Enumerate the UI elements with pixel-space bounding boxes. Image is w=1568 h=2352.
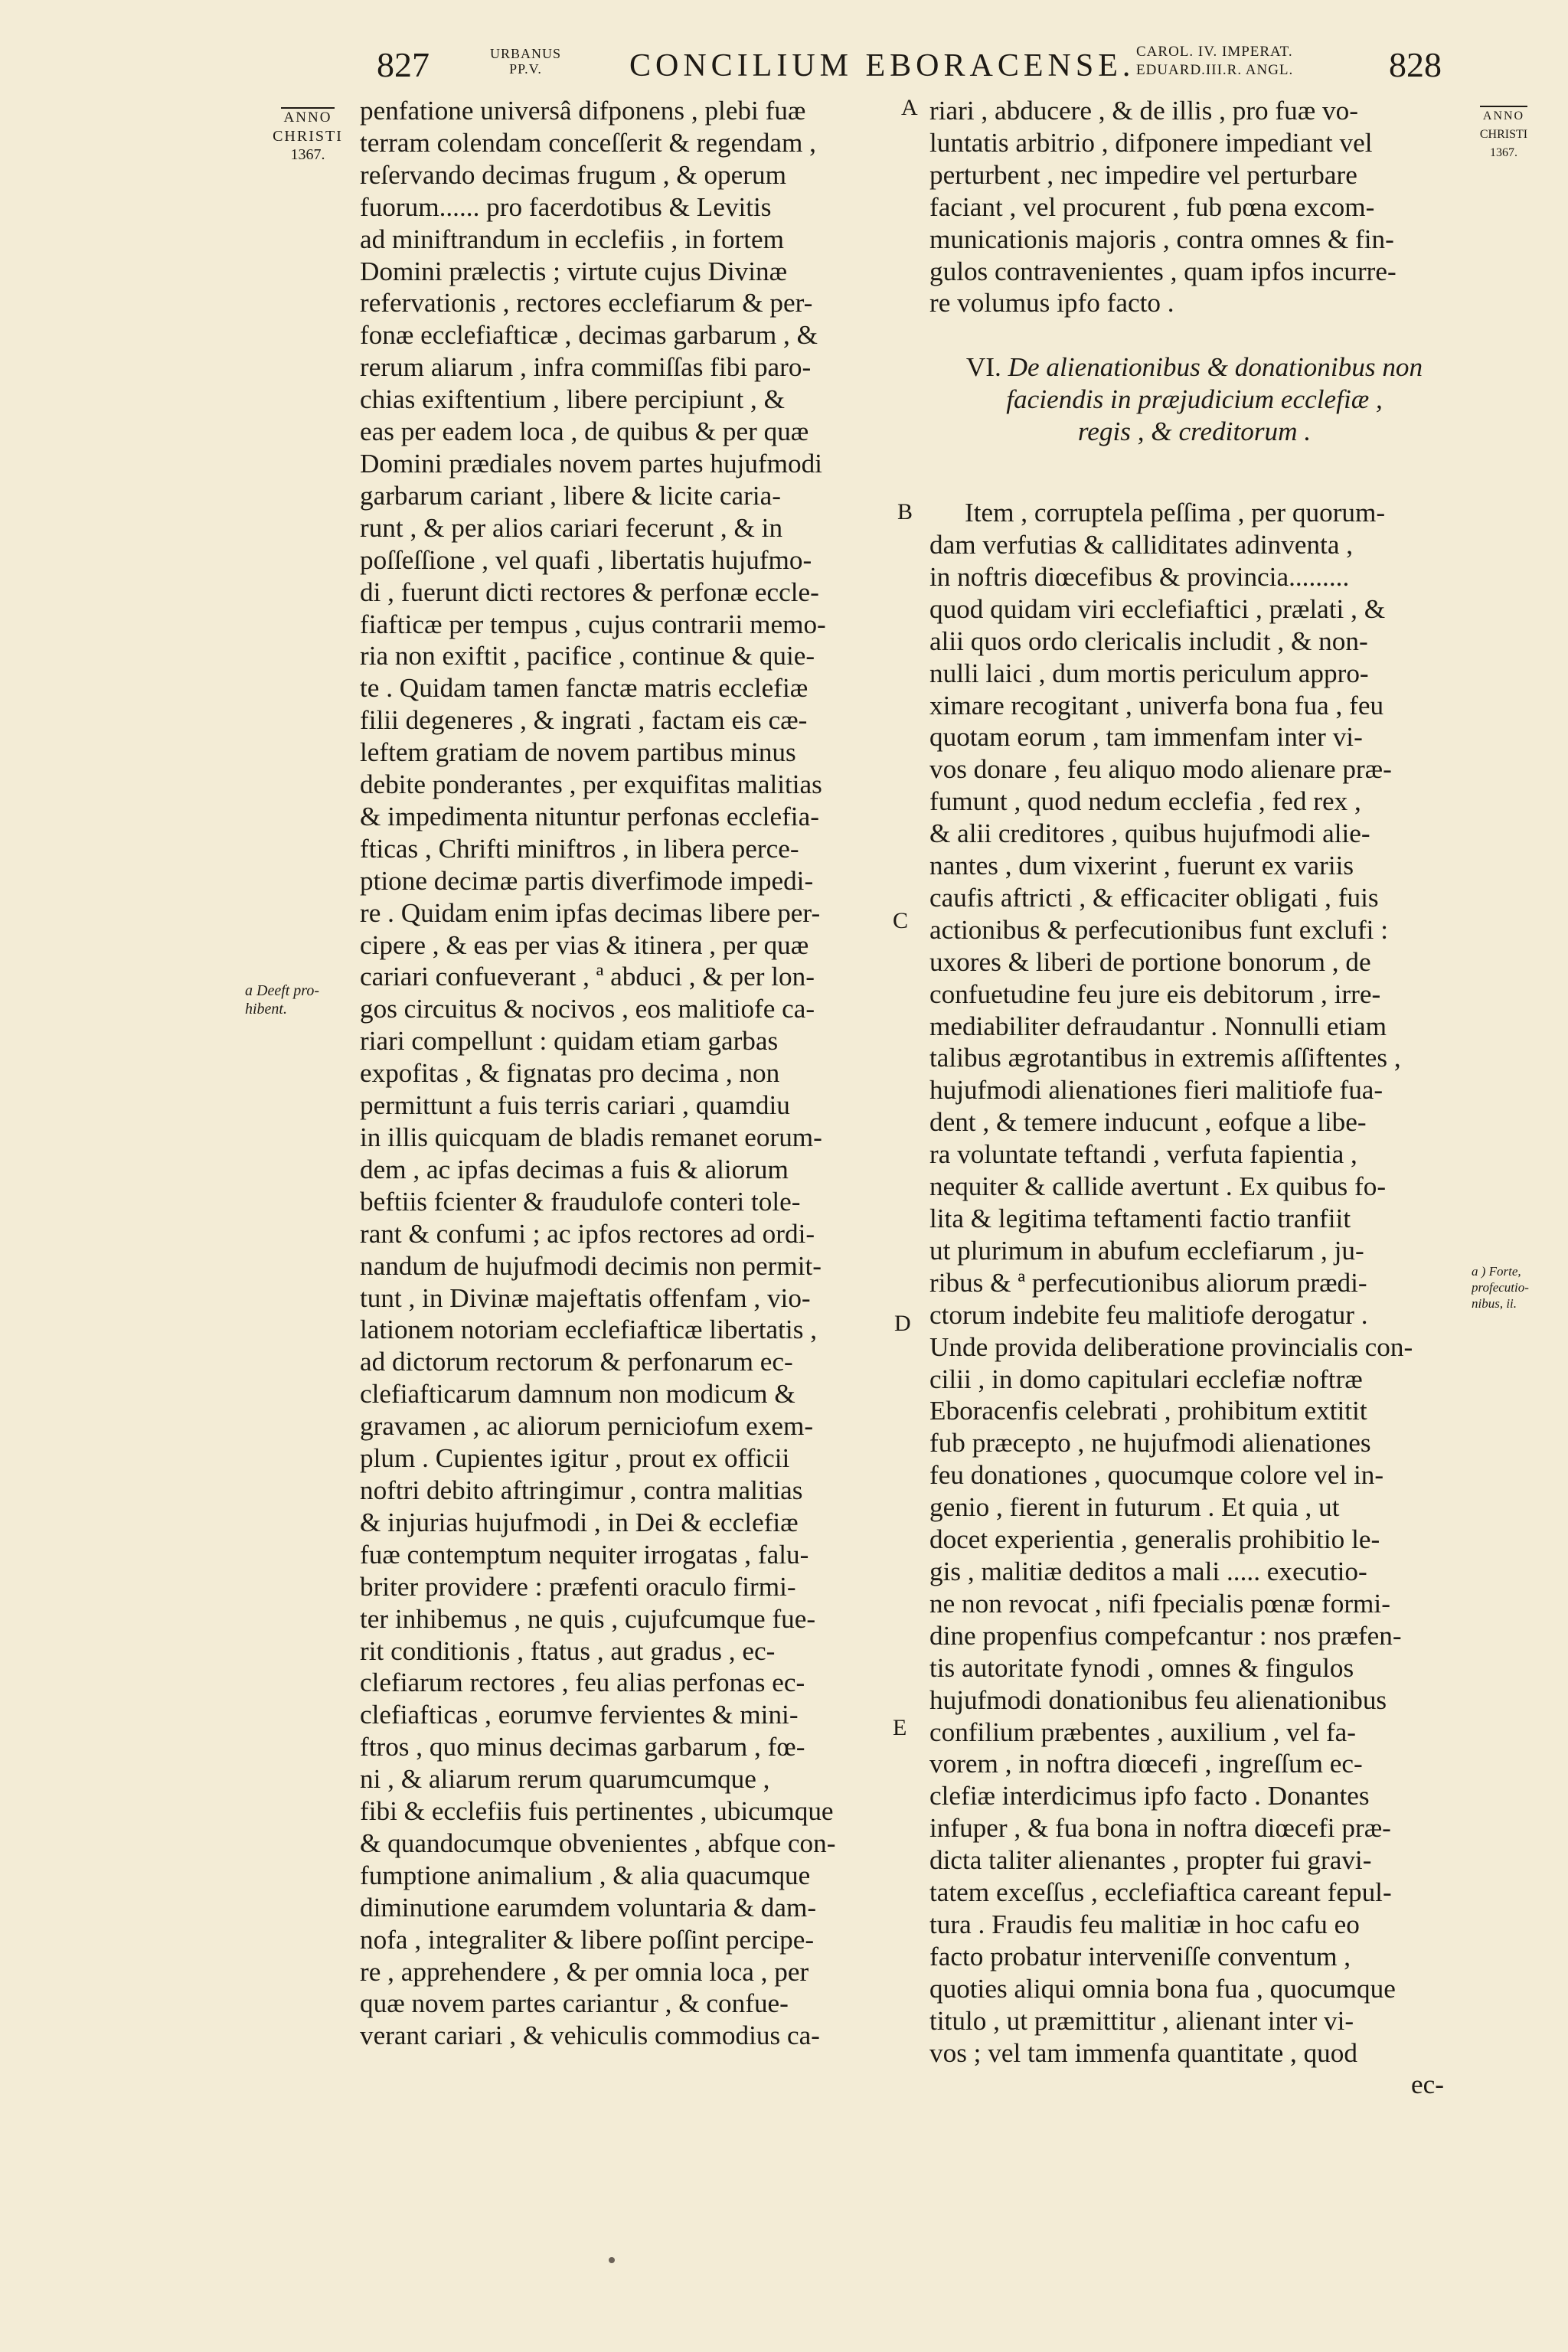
text-line: nequiter & callide avertunt . Ex quibus fo- [929,1171,1387,1202]
text-line: mediabiliter defraudantur . Nonnulli etiam [929,1011,1387,1041]
text-line: in noftris diœcefibus & provincia......... [929,561,1350,592]
text-line: ria non exiftit , pacifice , continue & quie- [360,641,815,671]
text-line: nulli laici , dum mortis periculum appro- [929,658,1369,688]
text-line: ctorum indebite feu malitiofe derogatur . [929,1299,1368,1330]
text-line: fticas , Chrifti miniftros , in libera perce- [360,833,799,864]
text-line: clefiafticas , eorumve fervientes & mini- [360,1700,799,1730]
text-line: confilium præbentes , auxilium , vel fa- [929,1717,1357,1747]
text-line: nantes , dum vixerint , fuerunt ex variis [929,851,1354,881]
anno-label: ANNO [281,107,335,127]
text-line: fuorum...... pro facerdotibus & Levitis [360,191,772,222]
year-label: 1367. [1490,146,1517,159]
text-line: ra voluntate teftandi , verfuta fapientia , [929,1139,1357,1170]
text-line: eas per eadem loca , de quibus & per quæ [360,416,809,447]
text-line: runt , & per alios cariari fecerunt , & in [360,512,783,543]
text-line: refervationis , rectores ecclefiarum & per- [360,288,813,318]
text-line: te . Quidam tamen fanctæ matris ecclefiæ [360,673,808,704]
text-line: dine propenfius compefcantur : nos præfen- [929,1620,1402,1651]
text-line: Domini prædiales novem partes hujufmodi [360,448,822,479]
text-line: fibi & ecclefiis fuis pertinentes , ubicumque [360,1796,834,1827]
text-line: docet experientia , generalis prohibitio le- [929,1524,1380,1555]
text-line: nandum de hujufmodi decimis non permit- [360,1250,822,1281]
text-line: clefiæ interdicimus ipfo facto . Donantes [929,1781,1370,1811]
footnote-line: nibus, ii. [1472,1296,1517,1311]
text-line: fiafticæ per tempus , cujus contrarii memo- [360,609,826,639]
ink-speck [609,2257,615,2263]
text-line: tatem exceſſus , ecclefiaftica careant fepul- [929,1877,1392,1908]
running-head-line: PP.V. [509,61,542,77]
text-line: riari , abducere , & de illis , pro fuæ vo- [929,96,1358,126]
text-line: perturbent , nec impedire vel perturbare [929,159,1357,190]
text-line: genio , fierent in futurum . Et quia , ut [929,1492,1340,1523]
text-line: & alii creditores , quibus hujufmodi alie- [929,818,1370,849]
text-line: rit conditionis , ftatus , aut gradus , ec- [360,1635,776,1666]
text-line: tunt , in Divinæ majeftatis offenfam , vio- [360,1282,811,1313]
left-page-number: 827 [377,45,430,84]
section-letter-c: C [893,908,909,933]
christi-label: CHRISTI [1479,128,1528,141]
text-line: Eboracenfis celebrati , prohibitum extitit [929,1396,1367,1426]
text-line: talibus ægrotantibus in extremis aſſiftentes , [929,1043,1401,1073]
text-line: hujufmodi donationibus feu alienationibus [929,1684,1387,1715]
text-line: filii degeneres , & ingrati , factam eis cæ- [360,705,808,736]
footnote-line: profecutio- [1472,1280,1529,1295]
text-line: poſſeſſione , vel quafi , libertatis hujufmo- [360,544,812,575]
text-line: beftiis fcienter & fraudulofe conteri tole- [360,1186,801,1217]
text-line: faciant , vel procurent , fub pœna excom- [929,191,1375,222]
catchword: ec- [1411,2069,1444,2100]
text-line: municationis majoris , contra omnes & fin- [929,224,1394,254]
text-line: tis autoritate fynodi , omnes & fingulos [929,1652,1354,1683]
right-anno-christi [1468,106,1539,162]
text-line: permittunt a fuis terris cariari , quamdiu [360,1090,790,1121]
section-letter-d: D [894,1311,911,1336]
text-line: di , fuerunt dicti rectores & perfonæ eccle- [360,577,819,607]
right-page-number: 828 [1389,45,1442,84]
left-running-head [490,46,561,77]
text-line: rerum aliarum , infra commiſſas fibi paro- [360,352,812,383]
left-anno-christi [257,107,358,164]
left-column [360,95,880,2052]
text-line: gravamen , ac aliorum perniciofum exem- [360,1411,814,1442]
text-line: alii quos ordo clericalis includit , & non- [929,626,1368,656]
text-line: leftem gratiam de novem partibus minus [360,737,796,768]
text-line: gis , malitiæ deditos a mali ..... executio- [929,1556,1367,1586]
text-line: dicta taliter alienantes , propter fui gravi- [929,1845,1372,1876]
text-line: dent , & temere inducunt , eofque a libe- [929,1107,1367,1138]
right-footnote [1472,1263,1529,1312]
section-letter-b: B [897,499,913,524]
text-line: tura . Fraudis feu malitiæ in hoc cafu eo [929,1909,1360,1939]
text-line: fumunt , quod nedum ecclefia , fed rex , [929,786,1361,817]
text-line: penfatione universâ difponens , plebi fuæ [360,96,806,126]
text-line: fuæ contemptum nequiter irrogatas , falu- [360,1539,809,1570]
text-line: fub præcepto , ne hujufmodi alienationes [929,1428,1371,1459]
text-line: terram colendam conceſſerit & regendam , [360,127,816,158]
text-line: fonæ ecclefiafticæ , decimas garbarum , & [360,320,818,351]
text-line: lationem notoriam ecclefiafticæ libertatis , [360,1315,817,1345]
year-label: 1367. [290,146,325,163]
text-line: vorem , in noftra diœcefi , ingreſſum ec- [929,1749,1363,1779]
text-line: briter providere : præfenti oraculo firmi- [360,1571,796,1602]
left-footnote [245,982,319,1018]
text-line: expofitas , & fignatas pro decima , non [360,1058,780,1089]
section-heading-line [929,351,1459,384]
text-line: diminutione earumdem voluntaria & dam- [360,1892,817,1922]
text-line: debite ponderantes , per exquifitas malitias [360,769,822,800]
section-heading-line: faciendis in præjudicium ecclefiæ , [1006,384,1383,415]
section-letter-e: E [893,1715,907,1740]
text-line: chias exiftentium , libere percipiunt , & [360,384,786,415]
text-line: ni , & aliarum rerum quarumcumque , [360,1764,770,1795]
text-line: ptione decimæ partis diverfimode impedi- [360,865,814,896]
footnote-line: hibent. [245,1001,287,1018]
text-line: re . Quidam enim ipfas decimas libere per- [360,897,821,928]
text-line: quoties aliqui omnia bona fua , quocumque [929,1973,1396,2004]
text-line: ftros , quo minus decimas garbarum , fœ- [360,1732,805,1762]
text-line: titulo , ut præmittitur , alienant inter vi- [929,2005,1354,2036]
text-line: cariari confueverant , ª abduci , & per lon- [360,962,815,992]
text-line: ribus & ª perfecutionibus aliorum prædi- [929,1267,1367,1298]
text-line: ad dictorum rectorum & perfonarum ec- [360,1347,793,1377]
text-line: plum . Cupientes igitur , prout ex officii [360,1443,790,1474]
section-heading-line: regis , & creditorum . [1077,416,1312,447]
text-line: confuetudine feu jure eis debitorum , irre- [929,978,1381,1009]
text-line: fumptione animalium , & alia quacumque [360,1860,811,1890]
footnote-line: a ) Forte, [1472,1264,1521,1279]
text-line: cipere , & eas per vias & itinera , per quæ [360,929,809,960]
anno-label: ANNO [1480,106,1527,126]
section-number: VI. [965,352,1001,383]
text-line: quæ novem partes cariantur , & confue- [360,1988,789,2019]
running-head-line: CAROL. IV. IMPERAT. [1136,44,1293,60]
text-line: riari compellunt : quidam etiam garbas [360,1026,779,1057]
text-line: luntatis arbitrio , difponere impediant vel [929,127,1373,158]
text-line: quotam eorum , tam immenfam inter vi- [929,722,1363,753]
text-line: & quandocumque obvenientes , abfque con- [360,1828,836,1858]
christi-label: CHRISTI [273,128,343,145]
text-line: & injurias hujufmodi , in Dei & ecclefiæ [360,1507,799,1537]
text-line: re volumus ipfo facto . [929,288,1174,318]
text-line: gos circuitus & nocivos , eos malitiofe ca- [360,994,815,1024]
text-line: uxores & liberi de portione bonorum , de [929,946,1371,977]
text-line: hujufmodi alienationes fieri malitiofe fua- [929,1075,1383,1106]
text-line: reſervando decimas frugum , & operum [360,159,786,190]
text-line: verant cariari , & vehiculis commodius ca- [360,2020,820,2051]
text-line: ne non revocat , nifi fpecialis pœnæ formi- [929,1588,1390,1619]
text-line: nofa , integraliter & libere poſſint percipe- [360,1924,815,1955]
text-line: ut plurimum in abufum ecclefiarum , ju- [929,1235,1364,1266]
text-line: Item , corruptela peſſima , per quorum- [965,498,1386,528]
text-line: caufis aftricti , & efficaciter obligati , fuis [929,882,1379,913]
text-line: quod quidam viri ecclefiaftici , prælati , & [929,593,1386,624]
text-line: feu donationes , quocumque colore vel in- [929,1460,1384,1491]
text-line: dam verfutias & calliditates adinventa , [929,529,1354,560]
text-line: clefiarum rectores , feu alias perfonas ec- [360,1668,805,1698]
text-line: Domini prælectis ; virtute cujus Divinæ [360,256,788,286]
text-line: ter inhibemus , ne quis , cujufcumque fue- [360,1603,816,1634]
section-letter-a: A [901,95,918,120]
text-line: vos ; vel tam immenfa quantitate , quod [929,2037,1357,2068]
text-line: actionibus & perfecutionibus funt exclufi : [929,914,1389,945]
text-line: dem , ac ipfas decimas a fuis & aliorum [360,1154,789,1184]
right-column [929,95,1459,2101]
right-running-head [1136,43,1293,80]
text-line: noftri debito aftringimur , contra malitias [360,1475,803,1505]
section-heading-text: De alienationibus & donationibus non [1008,352,1423,383]
right-column-body [929,497,1459,2069]
text-line: facto probatur interveniſſe conventum , [929,1941,1351,1971]
text-line: cilii , in domo capitulari ecclefiæ noftræ [929,1364,1363,1394]
text-line: gulos contravenientes , quam ipfos incurre- [929,256,1396,286]
text-line: ximare recogitant , univerfa bona fua , feu [929,690,1384,720]
text-line: ad miniftrandum in ecclefiis , in fortem [360,224,785,254]
right-column-continuation [929,95,1459,319]
text-line: vos donare , feu aliquo modo alienare præ- [929,754,1392,785]
text-line: Unde provida deliberatione provincialis con- [929,1331,1413,1362]
text-line: re , apprehendere , & per omnia loca , per [360,1956,809,1987]
text-line: in illis quicquam de bladis remanet eorum- [360,1122,822,1152]
text-line: garbarum cariant , libere & licite caria- [360,480,781,511]
text-line: lita & legitima teftamenti factio tranfiit [929,1204,1351,1233]
text-line: & impedimenta nituntur perfonas ecclefia- [360,801,819,831]
running-head-line: EDUARD.III.R. ANGL. [1136,62,1294,78]
text-line: rant & confumi ; ac ipfos rectores ad ordi- [360,1218,815,1249]
running-head-line: URBANUS [490,46,562,61]
text-line: infuper , & fua bona in noftra diœcefi præ- [929,1813,1391,1844]
text-line: clefiafticarum damnum non modicum & [360,1379,795,1410]
footnote-line: a Deeft pro- [245,982,320,999]
page-title: CONCILIUM EBORACENSE. [629,48,1135,83]
section-heading [929,351,1459,448]
